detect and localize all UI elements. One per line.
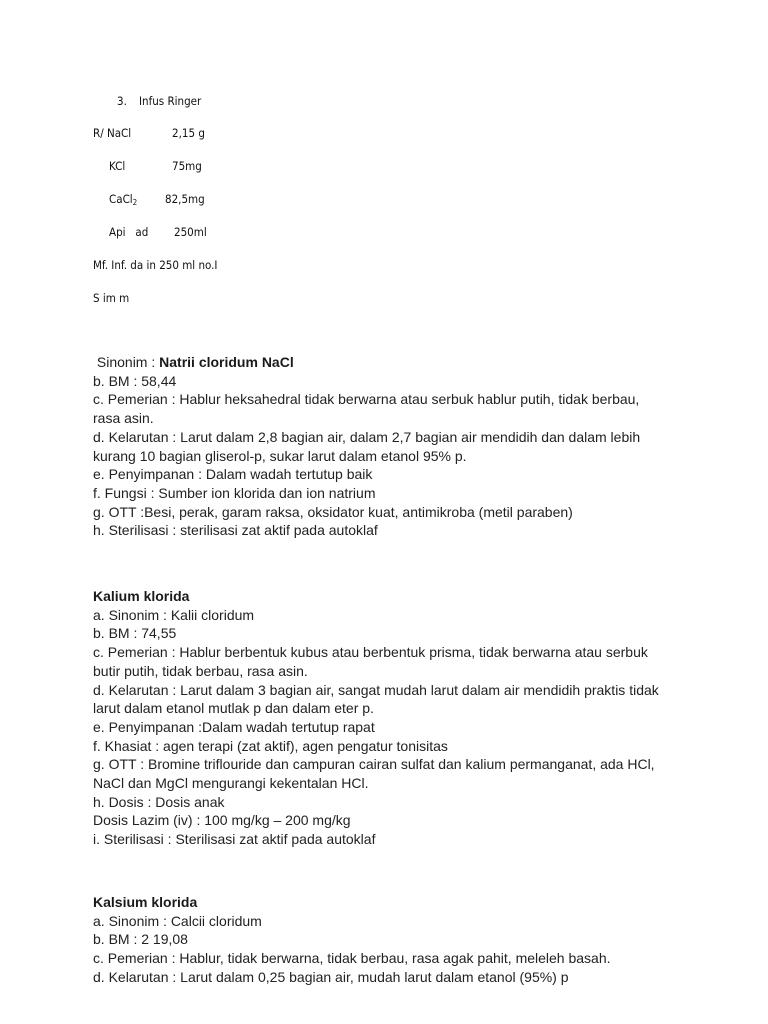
- nacl-sinonim-value: Natrii cloridum NaCl: [159, 354, 294, 370]
- kcl-line: g. OTT : Bromine triflouride dan campuran cairan sulfat dan kalium permanganat, ada HCl,: [93, 756, 655, 773]
- kcl-heading: Kalium klorida: [93, 588, 190, 604]
- recipe-mf: Mf. Inf. da in 250 ml no.I: [93, 258, 218, 272]
- kcl-line: f. Khasiat : agen terapi (zat aktif), agen pengatur tonisitas: [93, 737, 448, 754]
- recipe-title: Infus Ringer: [139, 94, 202, 108]
- nacl-sinonim-line: [93, 353, 713, 372]
- cacl-line: d. Kelarutan : Larut dalam 0,25 bagian air, mudah larut dalam etanol (95%) p: [93, 968, 569, 985]
- nacl-line: c. Pemerian : Hablur heksahedral tidak berwarna atau serbuk hablur putih, tidak berbau,: [93, 391, 640, 408]
- kcl-line: a. Sinonim : Kalii cloridum: [93, 606, 255, 623]
- nacl-line: b. BM : 58,44: [93, 372, 177, 389]
- nacl-line: rasa asin.: [93, 410, 154, 427]
- kcl-line: h. Dosis : Dosis anak: [93, 793, 225, 810]
- recipe-item-name: Api ad: [109, 225, 149, 239]
- kcl-line: d. Kelarutan : Larut dalam 3 bagian air, sangat mudah larut dalam air mendidih praktis tidak: [93, 681, 659, 698]
- recipe-item-formula: CaCl: [109, 192, 133, 206]
- recipe-item-name: R/ NaCl: [93, 126, 132, 140]
- nacl-line: kurang 10 bagian gliserol-p, sukar larut dalam etanol 95% p.: [93, 447, 467, 464]
- recipe-title-number: 3.: [117, 94, 127, 108]
- kcl-line: i. Sterilisasi : Sterilisasi zat aktif pada autoklaf: [93, 831, 376, 848]
- recipe-signa: S im m: [93, 291, 130, 305]
- nacl-sinonim-label: Sinonim :: [93, 354, 160, 370]
- kcl-line: c. Pemerian : Hablur berbentuk kubus atau berbentuk prisma, tidak berwarna atau serbuk: [93, 644, 648, 661]
- cacl-heading: Kalsium klorida: [93, 894, 198, 910]
- recipe-item-qty: 250ml: [174, 225, 207, 239]
- cacl-line: a. Sinonim : Calcii cloridum: [93, 912, 262, 929]
- nacl-line: g. OTT :Besi, perak, garam raksa, oksidator kuat, antimikroba (metil paraben): [93, 503, 573, 520]
- recipe-item-qty: 75mg: [172, 159, 202, 173]
- nacl-section: [93, 353, 713, 540]
- recipe-item-name: [109, 192, 137, 207]
- nacl-line: d. Kelarutan : Larut dalam 2,8 bagian air, dalam 2,7 bagian air mendidih dan dalam lebih: [93, 428, 641, 445]
- kcl-section: [93, 587, 713, 849]
- cacl-section: [93, 893, 713, 987]
- recipe-item-subscript: 2: [132, 198, 138, 207]
- kcl-line: NaCl dan MgCl mengurangi kekentalan HCl.: [93, 775, 369, 792]
- recipe-item-name: KCl: [109, 159, 126, 173]
- kcl-line: larut dalam etanol mutlak p dan dalam eter p.: [93, 700, 374, 717]
- kcl-line: e. Penyimpanan :Dalam wadah tertutup rapat: [93, 718, 375, 735]
- nacl-line: h. Sterilisasi : sterilisasi zat aktif pada autoklaf: [93, 522, 378, 539]
- recipe-item-qty: 82,5mg: [165, 192, 205, 206]
- kcl-line: Dosis Lazim (iv) : 100 mg/kg – 200 mg/kg: [93, 812, 351, 829]
- recipe-item-qty: 2,15 g: [172, 126, 205, 140]
- nacl-line: f. Fungsi : Sumber ion klorida dan ion natrium: [93, 484, 376, 501]
- cacl-line: b. BM : 2 19,08: [93, 931, 188, 948]
- kcl-line: butir putih, tidak berbau, rasa asin.: [93, 662, 308, 679]
- nacl-line: e. Penyimpanan : Dalam wadah tertutup baik: [93, 466, 373, 483]
- kcl-line: b. BM : 74,55: [93, 625, 177, 642]
- cacl-line: c. Pemerian : Hablur, tidak berwarna, tidak berbau, rasa agak pahit, meleleh basah.: [93, 950, 611, 967]
